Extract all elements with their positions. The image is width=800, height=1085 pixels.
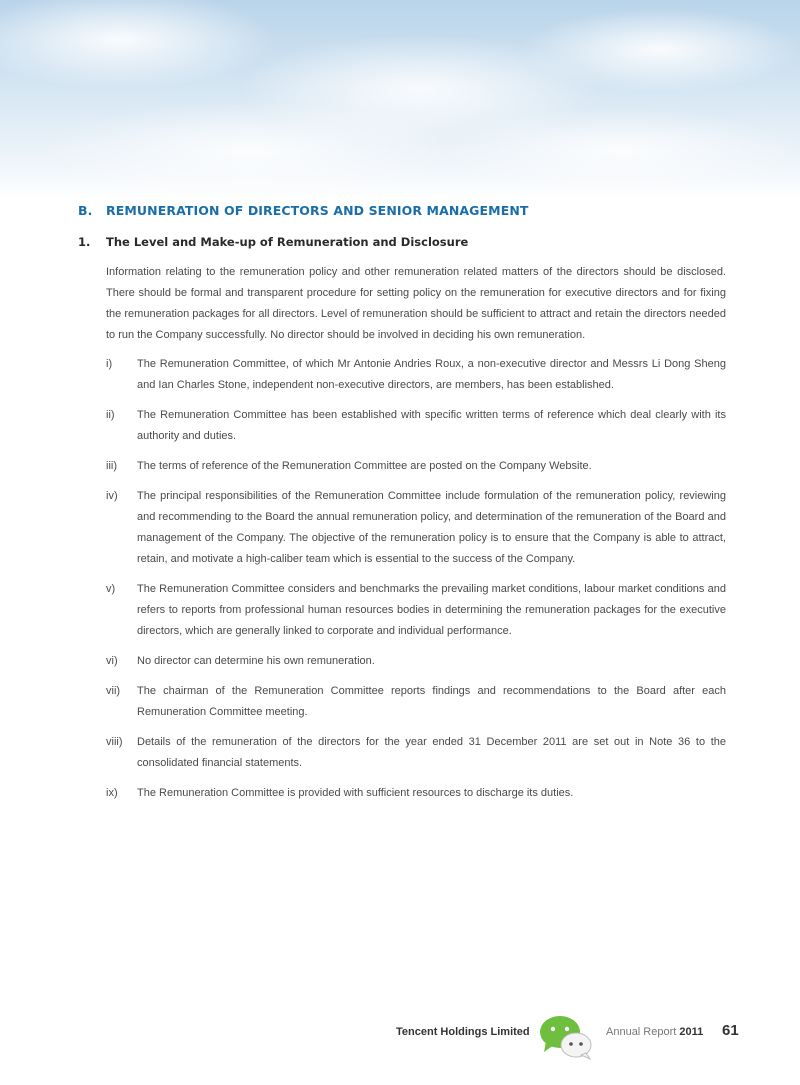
item-number: v) bbox=[106, 583, 116, 595]
list-item bbox=[106, 354, 726, 396]
list-item bbox=[106, 783, 726, 804]
list-item bbox=[106, 651, 726, 672]
subsection-number: 1. bbox=[78, 235, 91, 249]
item-text: Details of the remuneration of the directors for the year ended 31 December 2011 are set out in Note 36 to the consolidated financial statements. bbox=[137, 736, 726, 769]
wechat-logo-icon bbox=[536, 1014, 596, 1060]
item-number: i) bbox=[106, 358, 113, 370]
item-text: The principal responsibilities of the Remuneration Committee include formulation of the remuneration policy, reviewing and recommending to the Board the annual remuneration policy, and determination of the remuneration of the Board and management of the Company. The objective of the remuneration policy is to ensure that the Company is able to attract, retain, and motivate a high-caliber team which is essential to the success of the Company. bbox=[137, 490, 726, 565]
page-number: 61 bbox=[722, 1022, 739, 1039]
item-text: The Remuneration Committee, of which Mr Antonie Andries Roux, a non-executive director and Messrs Li Dong Sheng and Ian Charles Stone, independent non-executive directors, are members, has been established. bbox=[137, 358, 726, 391]
item-text: No director can determine his own remuneration. bbox=[137, 655, 375, 667]
sky-banner bbox=[0, 0, 800, 200]
item-text: The chairman of the Remuneration Committee reports findings and recommendations to the Board after each Remuneration Committee meeting. bbox=[137, 685, 726, 718]
section-heading bbox=[78, 203, 529, 218]
report-year: 2011 bbox=[679, 1026, 704, 1038]
list-item bbox=[106, 579, 726, 642]
item-number: ix) bbox=[106, 787, 118, 799]
page-footer bbox=[0, 1014, 800, 1064]
list-item bbox=[106, 732, 726, 774]
item-text: The Remuneration Committee is provided with sufficient resources to discharge its duties. bbox=[137, 787, 574, 799]
section-number: B. bbox=[78, 203, 93, 218]
item-number: vii) bbox=[106, 685, 121, 697]
item-number: iv) bbox=[106, 490, 118, 502]
item-text: The Remuneration Committee has been established with specific written terms of reference which deal clearly with its authority and duties. bbox=[137, 409, 726, 442]
item-text: The terms of reference of the Remuneration Committee are posted on the Company Website. bbox=[137, 460, 592, 472]
item-number: vi) bbox=[106, 655, 118, 667]
item-text: The Remuneration Committee considers and benchmarks the prevailing market conditions, labour market conditions and refers to reports from professional human resources bodies in determining the remuneration packages for the executive directors, which are generally linked to corporate and individual performance. bbox=[137, 583, 726, 637]
intro-paragraph: Information relating to the remuneration policy and other remuneration related matters of the directors should be disclosed. There should be formal and transparent procedure for setting policy on the remuneration for executive directors and for fixing the remuneration packages for all directors. Level of remuneration should be sufficient to attract and retain the directors needed to run the Company successfully. No director should be involved in deciding his own remuneration. bbox=[106, 266, 726, 341]
report-label-text: Annual Report bbox=[606, 1026, 677, 1038]
company-name: Tencent Holdings Limited bbox=[396, 1026, 530, 1038]
item-list bbox=[106, 354, 726, 804]
list-item bbox=[106, 486, 726, 570]
report-label bbox=[606, 1026, 703, 1038]
item-number: viii) bbox=[106, 736, 123, 748]
section-title: REMUNERATION OF DIRECTORS AND SENIOR MANAGEMENT bbox=[106, 203, 529, 218]
subsection-heading bbox=[78, 235, 468, 249]
list-item bbox=[106, 681, 726, 723]
item-number: iii) bbox=[106, 460, 117, 472]
item-number: ii) bbox=[106, 409, 115, 421]
body-content bbox=[106, 262, 726, 813]
subsection-title: The Level and Make-up of Remuneration and Disclosure bbox=[106, 235, 469, 249]
list-item bbox=[106, 456, 726, 477]
list-item bbox=[106, 405, 726, 447]
